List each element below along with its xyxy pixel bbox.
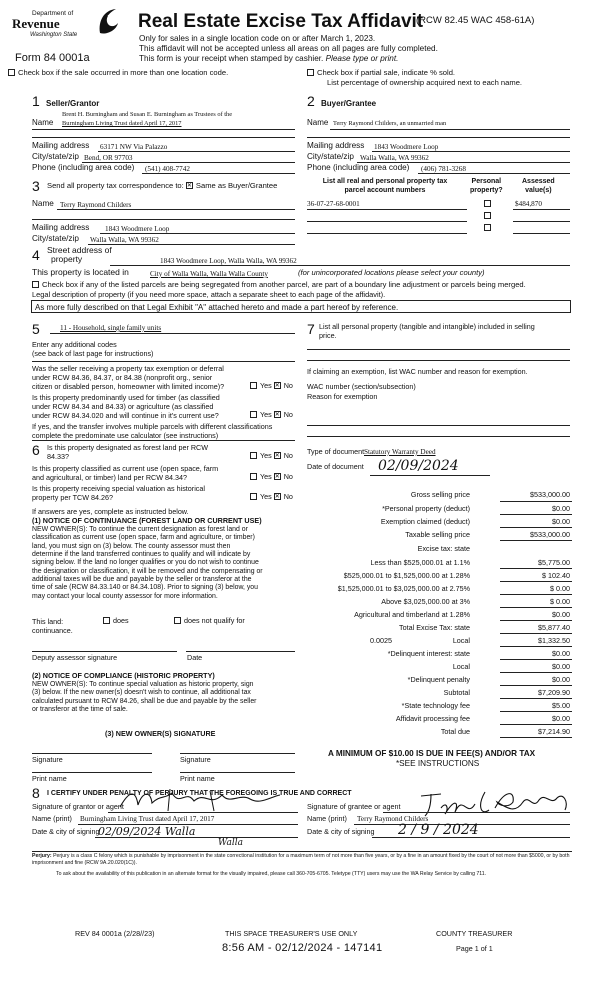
- logo-dept: Department of: [32, 10, 74, 17]
- tax-subtotal-label: Subtotal: [443, 688, 470, 697]
- parcel-value: $484,870: [515, 200, 542, 208]
- notice-1-line: land, you must sign on (3) below. The county assessor must then: [32, 542, 231, 550]
- yes-label: Yes: [260, 472, 272, 481]
- perjury-label: Perjury:: [32, 853, 52, 859]
- parcel-header-2: parcel account numbers: [344, 187, 426, 195]
- this-land-label: This land:: [32, 617, 64, 626]
- buyer-mail-label: Mailing address: [307, 141, 365, 150]
- checkbox-icon[interactable]: [8, 69, 15, 76]
- grantee-date-label: Date & city of signing: [307, 827, 375, 836]
- grantor-name-label: Name (print): [32, 814, 72, 823]
- tax-total-state-value: $5,877.40: [538, 623, 570, 632]
- tax-delinq-local-label: Local: [452, 662, 470, 671]
- seller-mail-label: Mailing address: [32, 141, 90, 150]
- s5-q1-answer[interactable]: [250, 382, 293, 390]
- section-3-number: 3: [32, 178, 40, 194]
- section-5-number: 5: [32, 321, 40, 337]
- buyer-title: Buyer/Grantee: [321, 99, 377, 108]
- tax-tier3-label: $1,525,000.01 to $3,025,000.00 at 2.75%: [337, 584, 470, 593]
- notice-1-line: NEW OWNER(S): To continue the current designation as forest land or: [32, 526, 248, 533]
- tax-penalty-value: $0.00: [552, 675, 570, 684]
- certify-statement: I CERTIFY UNDER PENALTY OF PERJURY THAT THE FOREGOING IS TRUE AND CORRECT: [47, 790, 352, 797]
- s5-q3: [32, 422, 272, 440]
- print-1-label: Print name: [32, 774, 67, 783]
- doc-type-label: Type of document: [307, 447, 365, 456]
- sig-1-label: Signature: [32, 755, 63, 764]
- notice-1-title: (1) NOTICE OF CONTINUANCE (FOREST LAND OR CURRENT USE): [32, 516, 262, 525]
- checkbox-icon[interactable]: [250, 382, 257, 389]
- street-label-2: property: [51, 254, 83, 265]
- grantor-date: 02/09/2024 Walla: [98, 825, 196, 838]
- logo-revenue: Revenue: [12, 16, 60, 31]
- notice-1-line: signing below. If the land no longer qualifies or you do not wish to continue: [32, 559, 259, 567]
- s5-q1: [32, 364, 224, 391]
- perjury-text: Perjury is a class C felony which is punishable by imprisonment in the state correctional institution for a maximum term of not more than five years, or by a fine in an amount fixed by the court of not more than $5000, or by both imprisonment and fine (RCW 9A.20.020(1C)).: [32, 853, 570, 866]
- assessed-header-2: value(s): [525, 187, 552, 195]
- buyer-name-label: Name: [307, 118, 329, 127]
- tax-local-label: Local: [452, 636, 470, 645]
- s5-q1a: Was the seller receiving a property tax exemption or deferral: [32, 364, 224, 373]
- section-8-number: 8: [32, 785, 40, 801]
- add-codes-2: (see back of last page for instructions): [32, 349, 154, 358]
- located-value: City of Walla Walla, Walla Walla County: [150, 270, 268, 278]
- s3-mail-label: Mailing address: [32, 223, 90, 232]
- tax-tier4-value: $ 0.00: [550, 597, 570, 606]
- s6-q2a: Is this property classified as current use (open space, farm: [32, 464, 219, 473]
- tax-tech-label: *State technology fee: [401, 701, 470, 710]
- s5-q1b: under RCW 84.36, 84.37, or 84.38 (nonprofit org., senior: [32, 373, 213, 382]
- tax-tier2-label: $525,000.01 to $1,525,000.00 at 1.28%: [343, 571, 470, 580]
- personal-checkbox-2[interactable]: [484, 212, 494, 220]
- personal-header-2: property?: [470, 187, 503, 195]
- legal-description: [31, 300, 571, 313]
- tax-gross-value: $533,000.00: [530, 490, 570, 499]
- tax-ag-label: Agricultural and timberland at 1.28%: [354, 610, 470, 619]
- s3-name: Terry Raymond Childers: [60, 201, 132, 209]
- header-line-3a: This form is your receipt when stamped by cashier.: [139, 54, 324, 63]
- no-label: No: [283, 472, 293, 481]
- revenue-swoosh-icon: [96, 7, 120, 35]
- tax-tier1-label: Less than $525,000.01 at 1.1%: [370, 558, 470, 567]
- tax-total-label: Total due: [440, 727, 470, 736]
- no-label: No: [283, 451, 293, 460]
- buyer-phone-label: Phone (including area code): [307, 163, 410, 172]
- s6-q1b: 84.33?: [47, 452, 69, 461]
- s6-q1-answer[interactable]: [250, 452, 293, 460]
- perjury-statement: [32, 853, 572, 866]
- notice-2-line: or transferor at the time of sale.: [32, 706, 128, 714]
- tax-gross-label: Gross selling price: [410, 490, 470, 499]
- s7-list: [319, 322, 535, 340]
- multi-location-check[interactable]: [8, 69, 228, 78]
- tax-excise-label: Excise tax: state: [417, 544, 470, 553]
- personal-checkbox-1[interactable]: [484, 200, 494, 208]
- s5-q2c: under RCW 84.34.020 and will continue in it's current use?: [32, 411, 219, 420]
- seller-city-label: City/state/zip: [32, 152, 79, 161]
- section-6-number: 6: [32, 442, 40, 458]
- tax-personal-label: *Personal property (deduct): [382, 504, 470, 513]
- tax-delinq-int-value: $0.00: [552, 649, 570, 658]
- parcel-header-1: List all real and personal property tax: [322, 178, 448, 185]
- notice-1-line: additional taxes will be due and payable by the seller or transferor at the: [32, 576, 252, 584]
- s6-q1: [47, 443, 208, 461]
- buyer-phone: (406) 781-3268: [421, 165, 466, 173]
- deputy-date-label: Date: [187, 653, 203, 662]
- partial-sale-label: Check box if partial sale, indicate % sold.: [317, 68, 456, 77]
- print-2-label: Print name: [180, 774, 215, 783]
- header-line-1: Only for sales in a single location code on or after March 1, 2023.: [139, 34, 376, 43]
- send-corr: [47, 182, 277, 191]
- street-address: 1843 Woodmere Loop, Walla Walla, WA 99362: [160, 257, 297, 265]
- partial-sale-note: List percentage of ownership acquired next to each name.: [327, 78, 523, 87]
- buyer-city: Walla Walla, WA 99362: [360, 154, 429, 162]
- use-code: 11 - Household, single family units: [60, 324, 162, 332]
- dor-logo: [8, 6, 120, 40]
- header-line-2: This affidavit will not be accepted unless all areas on all pages are fully completed.: [139, 44, 438, 53]
- grantor-sig-label: Signature of grantor or agent: [32, 802, 124, 811]
- section-2-number: 2: [307, 93, 315, 109]
- header-line-3b: Please type or print.: [325, 54, 399, 63]
- notice-1-line: classification as current use (open space, farm and agriculture, or timber): [32, 534, 255, 542]
- located-note: (for unincorporated locations please select your county): [298, 268, 485, 277]
- tax-exemption-value: $0.00: [552, 517, 570, 526]
- tax-total-value: $7,214.90: [538, 727, 570, 736]
- tax-local-rate: 0.0025: [370, 636, 392, 645]
- personal-header-1: Personal: [471, 178, 502, 185]
- notice-2-line: NEW OWNER(S): To continue special valuation as historic property, sign: [32, 681, 254, 688]
- grantee-name-label: Name (print): [307, 814, 347, 823]
- street-label: [47, 246, 112, 265]
- tax-tier3-value: $ 0.00: [550, 584, 570, 593]
- grantee-signature: [415, 788, 575, 820]
- parcel-number: 36-07-27-68-0001: [307, 200, 360, 208]
- personal-header: [470, 177, 503, 195]
- grantor-date-label: Date & city of signing: [32, 827, 100, 836]
- s6-q2b: and agricultural, or timber) land per RCW 84.34?: [32, 473, 188, 482]
- s3-city-label: City/state/zip: [32, 234, 79, 243]
- notice-2-title: (2) NOTICE OF COMPLIANCE (HISTORIC PROPERTY): [32, 671, 215, 680]
- see-instructions: *SEE INSTRUCTIONS: [396, 759, 480, 768]
- notice-1-line: may contact your local county assessor for more information.: [32, 592, 218, 600]
- checkbox-icon[interactable]: [174, 617, 181, 624]
- form-rcw: (RCW 82.45 WAC 458-61A): [416, 15, 535, 26]
- seller-phone: (541) 408-7742: [145, 165, 190, 173]
- s7-list-2: price.: [319, 331, 337, 340]
- assessed-header: [522, 177, 555, 195]
- notice-1-line: determine if the land transferred continues to qualify and will indicate by: [32, 551, 251, 559]
- doc-date: 02/09/2024: [378, 458, 459, 474]
- notice-3-title: (3) NEW OWNER(S) SIGNATURE: [105, 729, 216, 738]
- checkbox-icon[interactable]: [250, 493, 257, 500]
- minimum-note: A MINIMUM OF $10.00 IS DUE IN FEE(S) AND/OR TAX: [328, 749, 536, 758]
- checkbox-icon[interactable]: [484, 200, 491, 207]
- s6-q2-answer[interactable]: [250, 473, 293, 481]
- continuance-label: continuance.: [32, 626, 73, 635]
- yes-label: Yes: [260, 451, 272, 460]
- buyer-mail: 1843 Woodmere Loop: [374, 143, 439, 151]
- tax-delinq-local-value: $0.00: [552, 662, 570, 671]
- seller-title: Seller/Grantor: [46, 99, 100, 108]
- s7-list-1: List all personal property (tangible and intangible) included in selling: [319, 322, 535, 331]
- notice-2-line: calculated pursuant to RCW 84.26, shall be due and payable by the seller: [32, 697, 257, 705]
- form-title: Real Estate Excise Tax Affidavit: [138, 11, 424, 32]
- header-line-3: [139, 54, 398, 63]
- sig-2-label: Signature: [180, 755, 211, 764]
- tax-processing-value: $0.00: [552, 714, 570, 723]
- s5-q2b: under RCW 84.34 and 84.33) or agriculture (as classified: [32, 402, 214, 411]
- grantor-name: Burningham Living Trust dated April 17, 2017: [80, 815, 215, 823]
- tax-tier4-label: Above $3,025,000.00 at 3%: [381, 597, 470, 606]
- checkbox-icon[interactable]: [274, 452, 281, 459]
- tax-tier2-value: $ 102.40: [542, 571, 570, 580]
- tax-tech-value: $5.00: [552, 701, 570, 710]
- grantee-name: Terry Raymond Childers: [357, 815, 429, 823]
- s6-q3-answer[interactable]: [250, 493, 293, 501]
- segregated-label: Check box if any of the listed parcels are being segregated from another parcel, are part of a boundary line adjustment or parcels being merged.: [42, 280, 526, 289]
- multi-location-label: Check box if the sale occurred in more than one location code.: [18, 68, 229, 77]
- checkbox-icon[interactable]: [307, 69, 314, 76]
- tax-subtotal-value: $7,209.90: [538, 688, 570, 697]
- notice-1-line: time of sale (RCW 84.33.140 or 84.34.108). Prior to signing (3) below, you: [32, 584, 258, 592]
- county-treasurer: COUNTY TREASURER: [436, 929, 513, 938]
- checkbox-icon[interactable]: [250, 452, 257, 459]
- doc-type: Statutory Warranty Deed: [364, 448, 436, 456]
- tax-delinq-int-label: *Delinquent interest: state: [387, 649, 470, 658]
- seller-name-label: Name: [32, 118, 54, 127]
- tax-total-state-label: Total Excise Tax: state: [399, 623, 470, 632]
- buyer-name: Terry Raymond Childers, an unmarried man: [333, 120, 447, 127]
- tax-taxable-value: $533,000.00: [530, 530, 570, 539]
- assessed-header-1: Assessed: [522, 178, 555, 185]
- s5-q2a: Is this property predominantly used for timber (as classified: [32, 393, 220, 402]
- tax-personal-value: $0.00: [552, 504, 570, 513]
- wac-number-label: WAC number (section/subsection): [307, 382, 416, 391]
- checkbox-icon[interactable]: [274, 493, 281, 500]
- notice-2-line: (3) below. If the new owner(s) doesn't wish to continue, all additional tax: [32, 689, 251, 697]
- logo-state: Washington State: [30, 32, 78, 38]
- tax-processing-label: Affidavit processing fee: [395, 714, 470, 723]
- seller-phone-label: Phone (including area code): [32, 163, 135, 172]
- s6-q3a: Is this property receiving special valuation as historical: [32, 484, 205, 493]
- s6-q3: [32, 484, 205, 502]
- grantor-city-2: Walla: [218, 838, 243, 848]
- wac-label: If claiming an exemption, list WAC number and reason for exemption.: [307, 367, 528, 376]
- s5-q1c: citizen or disabled person, homeowner with limited income)?: [32, 382, 225, 391]
- does-check[interactable]: [103, 617, 129, 625]
- personal-checkbox-3[interactable]: [484, 224, 494, 232]
- seller-mail: 63171 NW Via Palazzo: [100, 143, 168, 151]
- no-label: No: [283, 410, 293, 419]
- s6-answer-note: If answers are yes, complete as instructed below.: [32, 507, 189, 516]
- checkbox-icon[interactable]: [32, 281, 39, 288]
- grantee-sig-label: Signature of grantee or agent: [307, 802, 401, 811]
- buyer-city-label: City/state/zip: [307, 152, 354, 161]
- yes-label: Yes: [260, 492, 272, 501]
- legal-label: Legal description of property (if you need more space, attach a separate sheet to each page of the affidavit).: [32, 290, 386, 299]
- grantor-signature: [110, 787, 285, 813]
- treasurer-use: THIS SPACE TREASURER'S USE ONLY: [225, 929, 358, 938]
- does-not-label: does not qualify for: [184, 616, 245, 625]
- section-1-number: 1: [32, 93, 40, 109]
- s3-city: Walla Walla, WA 99362: [90, 236, 159, 244]
- parcel-header: [315, 177, 455, 195]
- street-label-1: Street address of: [47, 245, 112, 255]
- segregated-check[interactable]: [32, 281, 526, 290]
- section-4-number: 4: [32, 247, 40, 263]
- send-corr-label: Send all property tax correspondence to:: [47, 181, 184, 190]
- tax-tier1-value: $5,775.00: [538, 558, 570, 567]
- checkbox-icon[interactable]: [274, 473, 281, 480]
- does-label: does: [113, 616, 129, 625]
- s5-q3a: If yes, and the transfer involves multiple parcels with different classifications: [32, 422, 273, 431]
- same-as-buyer-label: Same as Buyer/Grantee: [195, 181, 278, 190]
- partial-sale-check[interactable]: [307, 69, 455, 78]
- seller-name-2: Burningham Living Trust dated April 17, 2017: [62, 120, 182, 127]
- page-number: Page 1 of 1: [456, 944, 493, 953]
- no-label: No: [283, 381, 293, 390]
- s5-q2: [32, 393, 220, 420]
- checkbox-icon[interactable]: [250, 411, 257, 418]
- notice-1-body: [32, 526, 263, 601]
- reason-label: Reason for exemption: [307, 392, 378, 401]
- does-not-check[interactable]: [174, 617, 245, 625]
- availability-note: To ask about the availability of this publication in an alternate format for the visually impaired, please call 360-705-6705. Teletype (TTY) users may use the WA Relay Service by calling 711.: [56, 871, 487, 877]
- located-label: This property is located in: [32, 267, 129, 277]
- s3-name-label: Name: [32, 199, 54, 208]
- legal-text: As more fully described on that Legal Exhibit "A" attached hereto and made a part hereof by reference.: [35, 303, 399, 312]
- yes-label: Yes: [260, 381, 272, 390]
- tax-exemption-label: Exemption claimed (deduct): [380, 517, 470, 526]
- seller-name-1: Brent H. Burningham and Susan E. Burningham as Trustees of the: [62, 111, 233, 118]
- form-number: Form 84 0001a: [15, 52, 90, 64]
- tax-penalty-label: *Delinquent penalty: [407, 675, 470, 684]
- notice-2-body: [32, 681, 256, 714]
- s5-q2-answer[interactable]: [250, 411, 293, 419]
- checkbox-icon[interactable]: [484, 224, 491, 231]
- no-label: No: [283, 492, 293, 501]
- checkbox-icon[interactable]: [274, 382, 281, 389]
- receipt-stamp: 8:56 AM - 02/12/2024 - 147141: [222, 942, 383, 954]
- tax-ag-value: $0.00: [552, 610, 570, 619]
- s6-q3b: property per TCW 84.26?: [32, 493, 113, 502]
- section-7-number: 7: [307, 321, 315, 337]
- yes-label: Yes: [260, 410, 272, 419]
- tax-taxable-label: Taxable selling price: [405, 530, 470, 539]
- add-codes-1: Enter any additional codes: [32, 340, 117, 349]
- checkbox-icon[interactable]: [103, 617, 110, 624]
- deputy-label: Deputy assessor signature: [32, 653, 118, 662]
- same-as-buyer-checkbox[interactable]: [186, 182, 193, 189]
- rev-number: REV 84 0001a (2/28//23): [75, 929, 155, 938]
- tax-local-value: $1,332.50: [538, 636, 570, 645]
- s6-q1a: Is this property designated as forest land per RCW: [47, 443, 208, 452]
- s5-q3b: complete the predominate use calculator (see instructions): [32, 431, 219, 440]
- seller-city: Bend, OR 97703: [84, 154, 133, 162]
- notice-1-line: the designation or classification, it will be removed and the compensating or: [32, 567, 263, 575]
- checkbox-icon[interactable]: [484, 212, 491, 219]
- checkbox-icon[interactable]: [250, 473, 257, 480]
- s6-q2: [32, 464, 218, 482]
- s3-mail: 1843 Woodmere Loop: [105, 225, 170, 233]
- doc-date-label: Date of document: [307, 462, 364, 471]
- checkbox-icon[interactable]: [274, 411, 281, 418]
- grantee-date: 2 / 9 / 2024: [398, 822, 479, 838]
